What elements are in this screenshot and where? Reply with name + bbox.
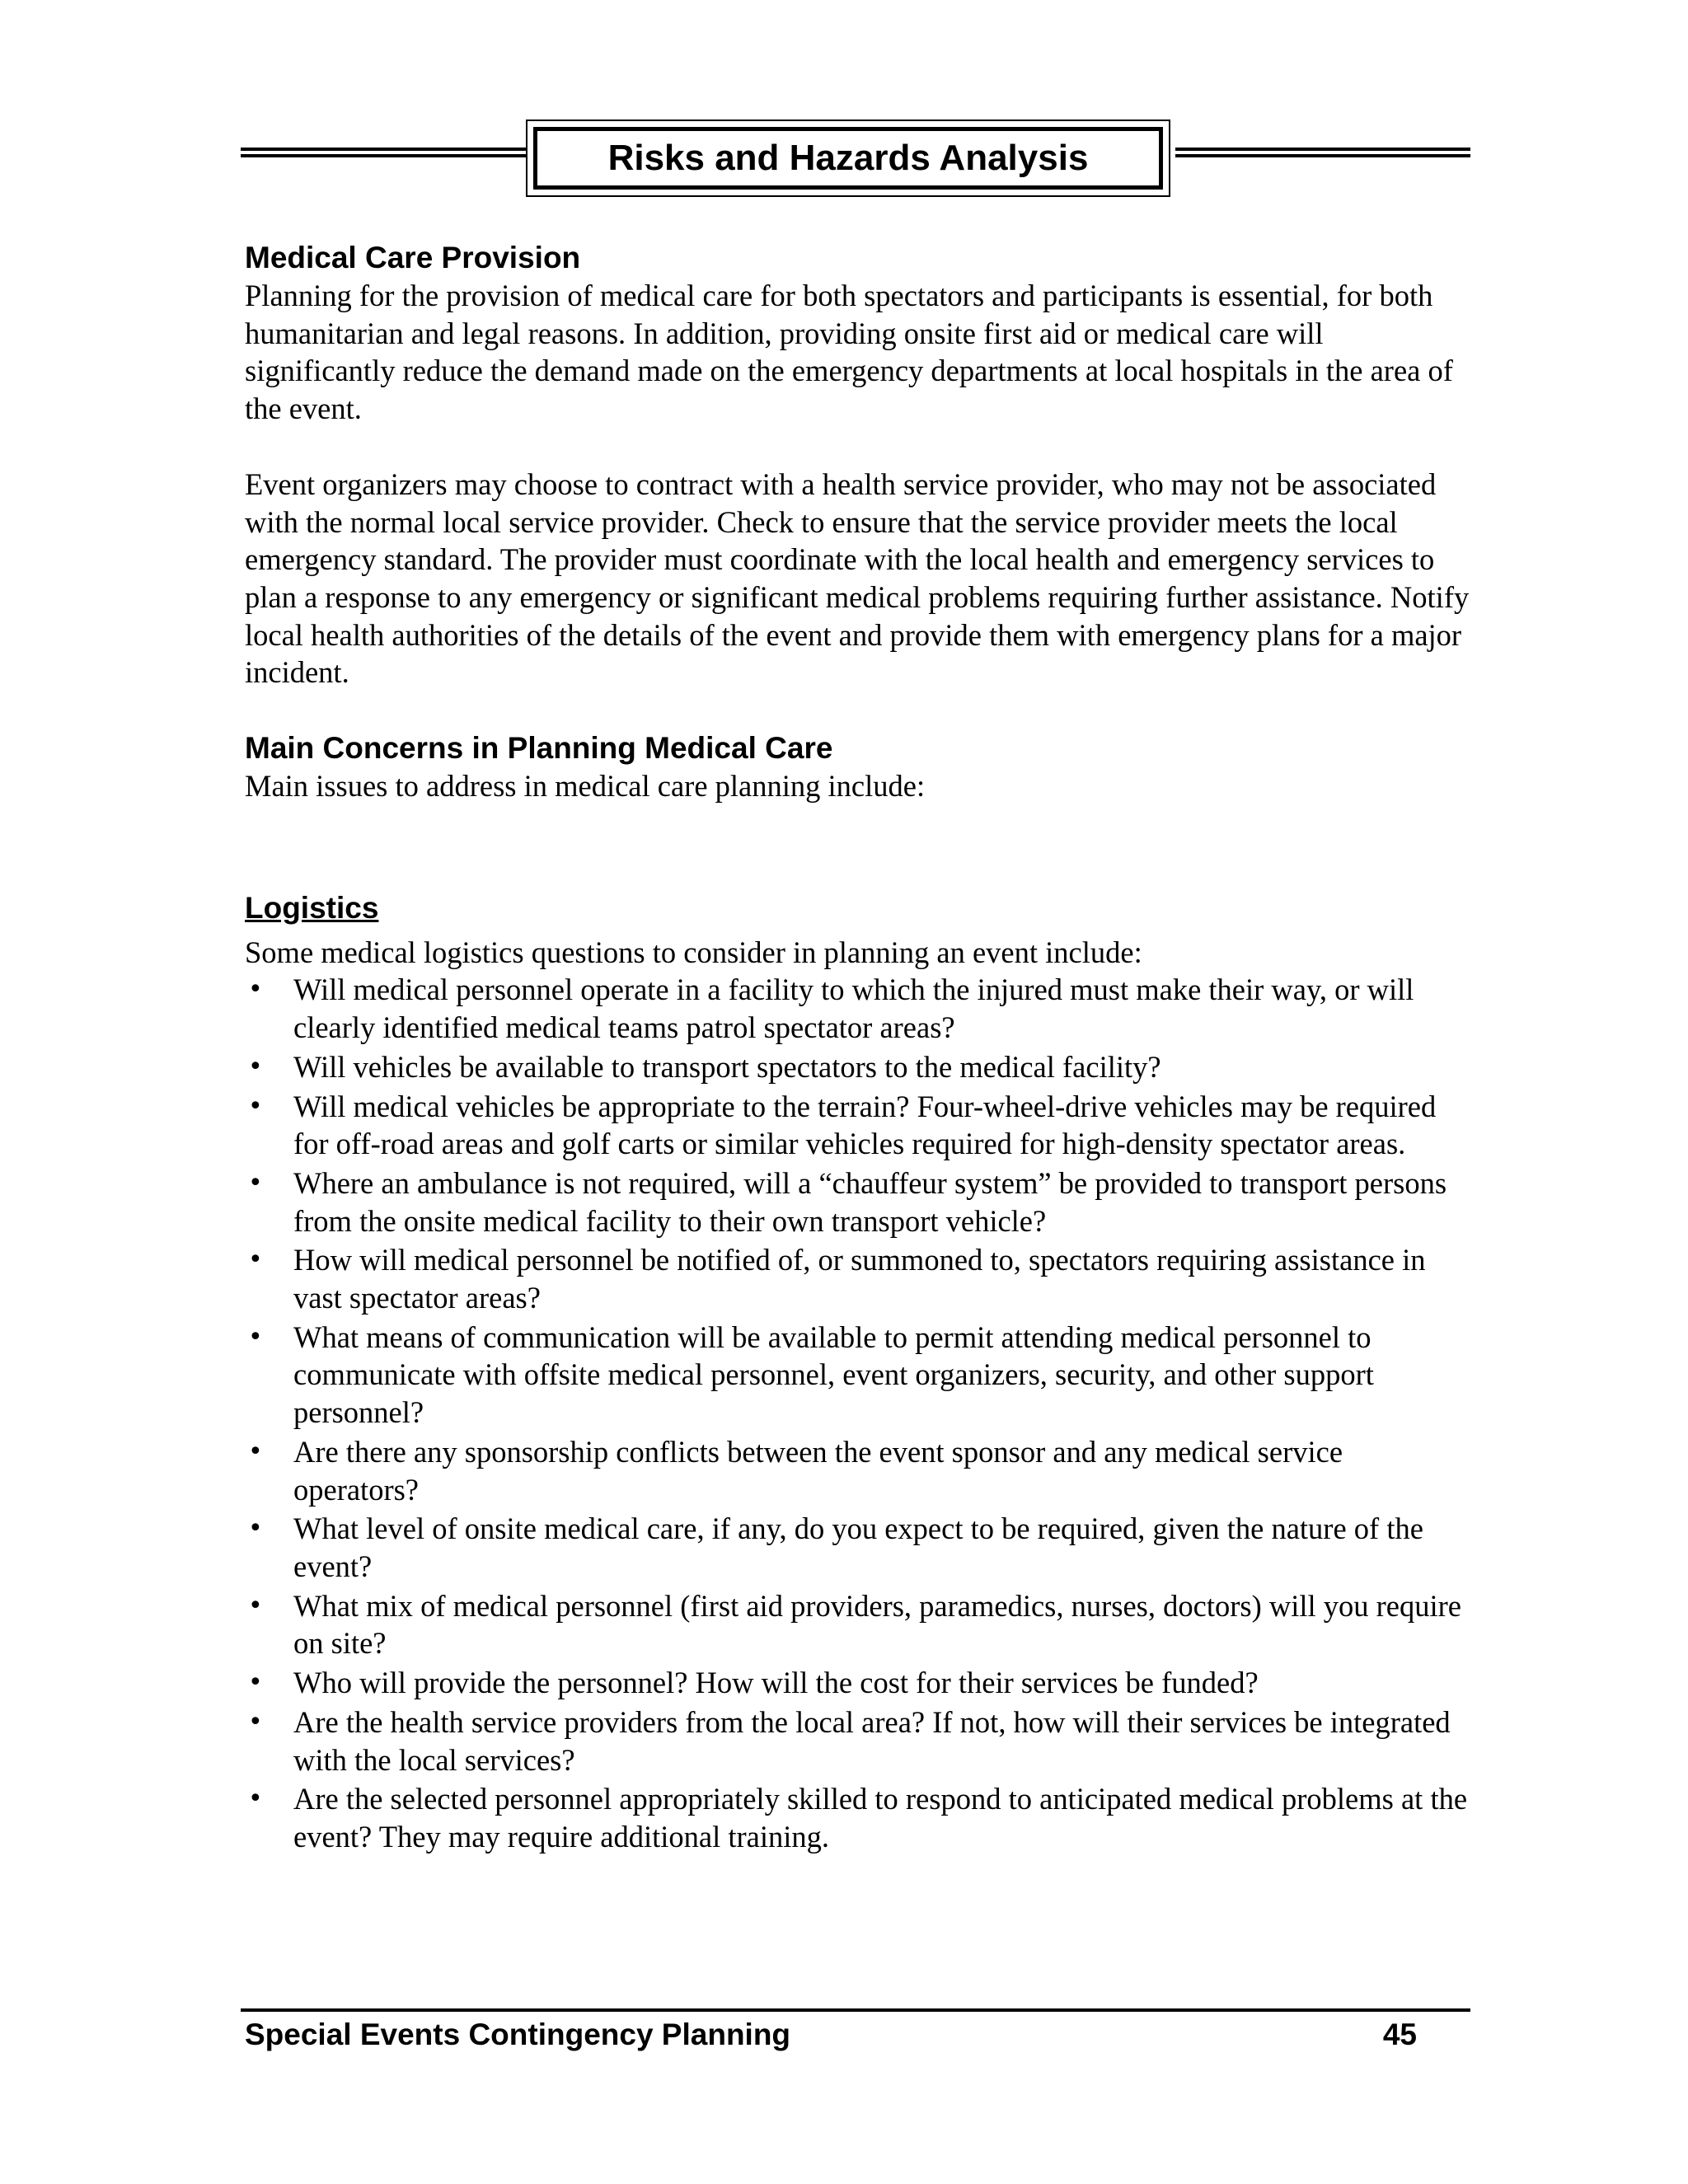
bullet-icon: • bbox=[248, 975, 263, 1005]
list-item-text: How will medical personnel be notified of, or summoned to, spectators requiring assistance in vast spectator areas? bbox=[293, 1243, 1426, 1315]
bullet-icon: • bbox=[248, 1322, 263, 1352]
bullet-icon: • bbox=[248, 1784, 263, 1814]
list-item bbox=[245, 1319, 1473, 1432]
header-rule-left bbox=[241, 148, 528, 157]
list-item bbox=[245, 1433, 1473, 1508]
page-title: Risks and Hazards Analysis bbox=[533, 127, 1163, 190]
list-item bbox=[245, 1241, 1473, 1316]
bullet-icon: • bbox=[248, 1436, 263, 1466]
bullet-icon: • bbox=[248, 1168, 263, 1197]
page-content bbox=[245, 239, 1473, 1858]
bullet-icon: • bbox=[248, 1091, 263, 1121]
list-item-text: Will medical vehicles be appropriate to the terrain? Four-wheel-drive vehicles may be required for off-road areas and golf carts or similar vehicles required for high-density spectator areas. bbox=[293, 1089, 1437, 1161]
list-item bbox=[245, 1088, 1473, 1163]
list-item-text: What mix of medical personnel (first aid providers, paramedics, nurses, doctors) will you require on site? bbox=[293, 1588, 1461, 1661]
bullet-icon: • bbox=[248, 1245, 263, 1275]
paragraph-medical-care-intro: Planning for the provision of medical care for both spectators and participants is essential, for both humanitarian and legal reasons. In addition, providing onsite first aid or medical care will significantly reduce the demand made on the emergency departments at local hospitals in the area of the event. bbox=[245, 279, 1453, 426]
list-item bbox=[245, 1510, 1473, 1585]
list-item-text: Will medical personnel operate in a facility to which the injured must make their way, or will clearly identified medical teams patrol spectator areas? bbox=[293, 972, 1414, 1045]
list-item-text: Are there any sponsorship conflicts between the event sponsor and any medical service operators? bbox=[293, 1434, 1343, 1507]
page-footer bbox=[245, 2014, 1417, 2055]
list-item-text: Who will provide the personnel? How will the cost for their services be funded? bbox=[293, 1666, 1259, 1700]
bullet-icon: • bbox=[248, 1052, 263, 1081]
paragraph-health-service-provider: Event organizers may choose to contract with a health service provider, who may not be associated with the normal local service provider. Check to ensure that the service provider meets the local emergency standard. The provider must coordinate with the local health and emergency services to plan a response to any emergency or significant medical problems requiring further assistance. Notify local health authorities of the details of the event and provide them with emergency plans for a major incident. bbox=[245, 466, 1470, 690]
list-item bbox=[245, 1165, 1473, 1240]
section-heading-main-concerns: Main Concerns in Planning Medical Care bbox=[245, 731, 833, 766]
list-item bbox=[245, 1587, 1473, 1662]
bullet-icon: • bbox=[248, 1514, 263, 1544]
paragraph-spacer bbox=[245, 428, 1473, 466]
header-rule-right bbox=[1175, 148, 1470, 157]
list-item bbox=[245, 1664, 1473, 1702]
page-header bbox=[241, 120, 1470, 197]
list-item-text: What means of communication will be available to permit attending medical personnel to communicate with offsite medical personnel, event organizers, security, and other support personnel? bbox=[293, 1319, 1374, 1430]
bullet-icon: • bbox=[248, 1707, 263, 1736]
list-item-text: What level of onsite medical care, if any, do you expect to be required, given the nature of the event? bbox=[293, 1511, 1423, 1583]
paragraph-spacer bbox=[245, 805, 1473, 889]
bullet-icon: • bbox=[248, 1668, 263, 1698]
list-item bbox=[245, 1780, 1473, 1855]
list-item bbox=[245, 971, 1473, 1046]
list-item bbox=[245, 1048, 1473, 1086]
section-heading-medical-care-provision: Medical Care Provision bbox=[245, 241, 581, 274]
paragraph-main-issues: Main issues to address in medical care planning include: bbox=[245, 769, 926, 804]
paragraph-spacer bbox=[245, 691, 1473, 729]
list-item-text: Will vehicles be available to transport spectators to the medical facility? bbox=[293, 1049, 1161, 1084]
footer-document-title: Special Events Contingency Planning bbox=[245, 2018, 791, 2051]
title-box bbox=[526, 120, 1170, 197]
list-item-text: Where an ambulance is not required, will a “chauffeur system” be provided to transport persons from the onsite medical facility to their own transport vehicle? bbox=[293, 1165, 1447, 1238]
list-item bbox=[245, 1704, 1473, 1779]
logistics-question-list bbox=[245, 971, 1473, 1855]
bullet-icon: • bbox=[248, 1591, 263, 1620]
footer-page-number: 45 bbox=[1382, 2018, 1417, 2051]
list-item-text: Are the selected personnel appropriately skilled to respond to anticipated medical problems at the event? They may require additional training. bbox=[293, 1782, 1468, 1854]
paragraph-logistics-intro: Some medical logistics questions to consider in planning an event include: bbox=[245, 935, 1142, 969]
footer-rule bbox=[241, 2008, 1470, 2012]
subheading-logistics: Logistics bbox=[245, 890, 379, 925]
list-item-text: Are the health service providers from the local area? If not, how will their services be integrated with the local services? bbox=[293, 1704, 1451, 1777]
